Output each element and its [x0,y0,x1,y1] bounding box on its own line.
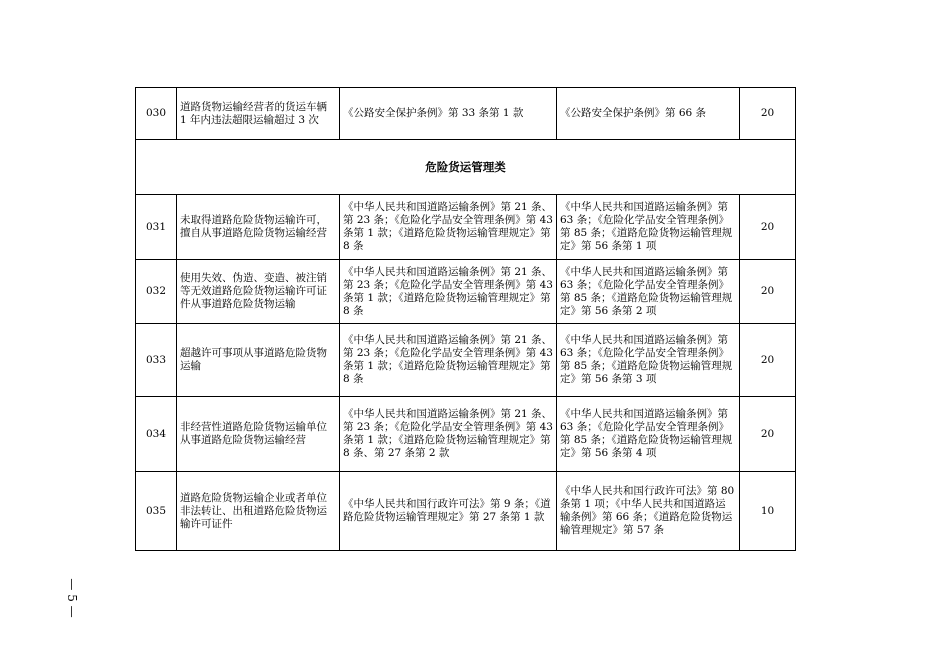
row-score: 20 [740,195,796,260]
section-row [136,140,796,195]
row-penalty-basis: 《中华人民共和国行政许可法》第 80 条第 1 项；《中华人民共和国道路运输条例》第 66 条；《道路危险货物运输管理规定》第 57 条 [557,472,740,551]
row-description: 道路货物运输经营者的货运车辆 1 年内违法超限运输超过 3 次 [177,88,340,140]
row-description: 使用失效、伪造、变造、被注销等无效道路危险货物运输许可证件从事道路危险货物运输 [177,260,340,324]
row-penalty-basis: 《中华人民共和国道路运输条例》第 63 条；《危险化学品安全管理条例》第 85 条；《道路危险货物运输管理规定》第 56 条第 4 项 [557,397,740,472]
row-code: 034 [136,397,177,472]
table-row [136,324,796,397]
row-code: 033 [136,324,177,397]
row-score: 20 [740,324,796,397]
row-score: 10 [740,472,796,551]
regulation-table [135,87,796,551]
row-basis: 《中华人民共和国道路运输条例》第 21 条、第 23 条；《危险化学品安全管理条例》第 43 条第 1 款；《道路危险货物运输管理规定》第 8 条 [340,260,557,324]
section-title: 危险货运管理类 [136,140,796,195]
row-basis: 《公路安全保护条例》第 33 条第 1 款 [340,88,557,140]
table-row [136,397,796,472]
row-penalty-basis: 《中华人民共和国道路运输条例》第 63 条；《危险化学品安全管理条例》第 85 条；《道路危险货物运输管理规定》第 56 条第 1 项 [557,195,740,260]
row-basis: 《中华人民共和国道路运输条例》第 21 条、第 23 条；《危险化学品安全管理条例》第 43 条第 1 款；《道路危险货物运输管理规定》第 8 条 [340,195,557,260]
row-score: 20 [740,88,796,140]
row-basis: 《中华人民共和国道路运输条例》第 21 条、第 23 条；《危险化学品安全管理条例》第 43 条第 1 款；《道路危险货物运输管理规定》第 8 条 [340,324,557,397]
row-code: 030 [136,88,177,140]
row-code: 032 [136,260,177,324]
table-row [136,88,796,140]
row-penalty-basis: 《中华人民共和国道路运输条例》第 63 条；《危险化学品安全管理条例》第 85 条；《道路危险货物运输管理规定》第 56 条第 2 项 [557,260,740,324]
page-number: — 5 — [65,578,79,618]
row-code: 031 [136,195,177,260]
row-basis: 《中华人民共和国道路运输条例》第 21 条、第 23 条；《危险化学品安全管理条例》第 43 条第 1 款；《道路危险货物运输管理规定》第 8 条、第 27 条第 2 款 [340,397,557,472]
row-code: 035 [136,472,177,551]
row-description: 非经营性道路危险货物运输单位从事道路危险货物运输经营 [177,397,340,472]
row-score: 20 [740,397,796,472]
row-description: 超越许可事项从事道路危险货物运输 [177,324,340,397]
row-penalty-basis: 《公路安全保护条例》第 66 条 [557,88,740,140]
table-row [136,260,796,324]
row-description: 道路危险货物运输企业或者单位非法转让、出租道路危险货物运输许可证件 [177,472,340,551]
row-basis: 《中华人民共和国行政许可法》第 9 条；《道路危险货物运输管理规定》第 27 条第 1 款 [340,472,557,551]
table-row [136,195,796,260]
row-penalty-basis: 《中华人民共和国道路运输条例》第 63 条；《危险化学品安全管理条例》第 85 条；《道路危险货物运输管理规定》第 56 条第 3 项 [557,324,740,397]
row-score: 20 [740,260,796,324]
table-row [136,472,796,551]
row-description: 未取得道路危险货物运输许可，擅自从事道路危险货物运输经营 [177,195,340,260]
